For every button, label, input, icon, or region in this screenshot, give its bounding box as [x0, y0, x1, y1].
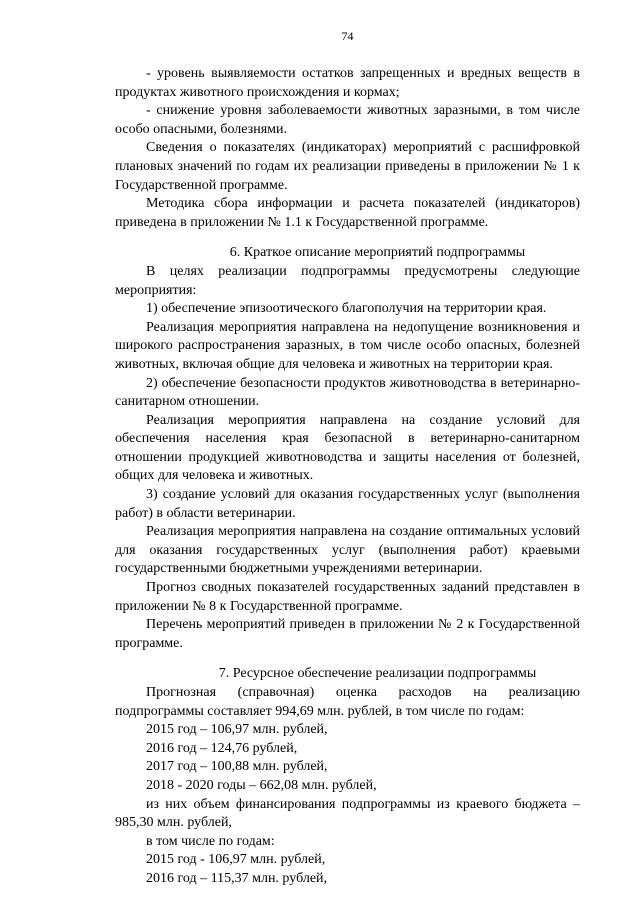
- funding-by-year-label: в том числе по годам:: [146, 833, 275, 849]
- funding-year-line: 2015 год – 106,97 млн. рублей,: [146, 722, 328, 738]
- paragraph: 2) обеспечение безопасности продуктов животноводства в ветеринарно-санитарном отношении.: [115, 375, 580, 410]
- funding-year-line: 2015 год - 106,97 млн. рублей,: [146, 852, 326, 868]
- paragraph: Реализация мероприятия направлена на недопущение возникновения и широкого распространения заразных, в том числе особо опасных, болезней животных, включая общие для человека и животных на территории края.: [115, 319, 580, 372]
- paragraph: - снижение уровня заболеваемости животных заразными, в том числе особо опасными, болезнями.: [115, 103, 580, 137]
- paragraph: Реализация мероприятия направлена на создание оптимальных условий для оказания государственных услуг (выполнения работ) краевыми государственными бюджетными учреждениями ветеринарии.: [115, 524, 580, 577]
- section-6-heading: 6. Краткое описание мероприятий подпрограммы: [229, 245, 526, 261]
- section-7-heading: 7. Ресурсное обеспечение реализации подпрограммы: [218, 666, 537, 682]
- paragraph: Прогноз сводных показателей государственных заданий представлен в приложении № 8 к Государственной программе.: [115, 580, 580, 614]
- paragraph: 1) обеспечение эпизоотического благополучия на территории края.: [146, 301, 547, 317]
- paragraph: Реализация мероприятия направлена на создание условий для обеспечения населения края безопасной в ветеринарно-санитарном отношении продукцией животноводства и защиты населения от болезней, общих для человека и животных.: [115, 412, 580, 484]
- paragraph: Перечень мероприятий приведен в приложении № 2 к Государственной программе.: [115, 617, 580, 651]
- paragraph: из них объем финансирования подпрограммы из краевого бюджета – 985,30 млн. рублей,: [115, 796, 580, 831]
- paragraph: - уровень выявляемости остатков запрещенных и вредных веществ в продуктах животного происхождения и кормах;: [115, 66, 580, 100]
- paragraph: В целях реализации подпрограммы предусмотрены следующие мероприятия:: [115, 263, 580, 298]
- funding-year-line: 2018 - 2020 годы – 662,08 млн. рублей,: [146, 777, 377, 793]
- funding-year-line: 2017 год – 100,88 млн. рублей,: [146, 759, 328, 775]
- paragraph: Методика сбора информации и расчета показателей (индикаторов) приведена в приложении № 1.1 к Государственной программе.: [115, 196, 580, 230]
- funding-year-line: 2016 год – 124,76 рублей,: [146, 740, 298, 756]
- funding-year-line: 2016 год – 115,37 млн. рублей,: [146, 870, 328, 886]
- paragraph: Сведения о показателях (индикаторах) мероприятий с расшифровкой плановых значений по годам их реализации приведены в приложении № 1 к Государственной программе.: [115, 140, 580, 193]
- paragraph: Прогнозная (справочная) оценка расходов на реализацию подпрограммы составляет 994,69 млн. рублей, в том числе по годам:: [115, 685, 580, 719]
- page-number: 74: [341, 29, 354, 43]
- paragraph: 3) создание условий для оказания государственных услуг (выполнения работ) в области ветеринарии.: [115, 487, 580, 521]
